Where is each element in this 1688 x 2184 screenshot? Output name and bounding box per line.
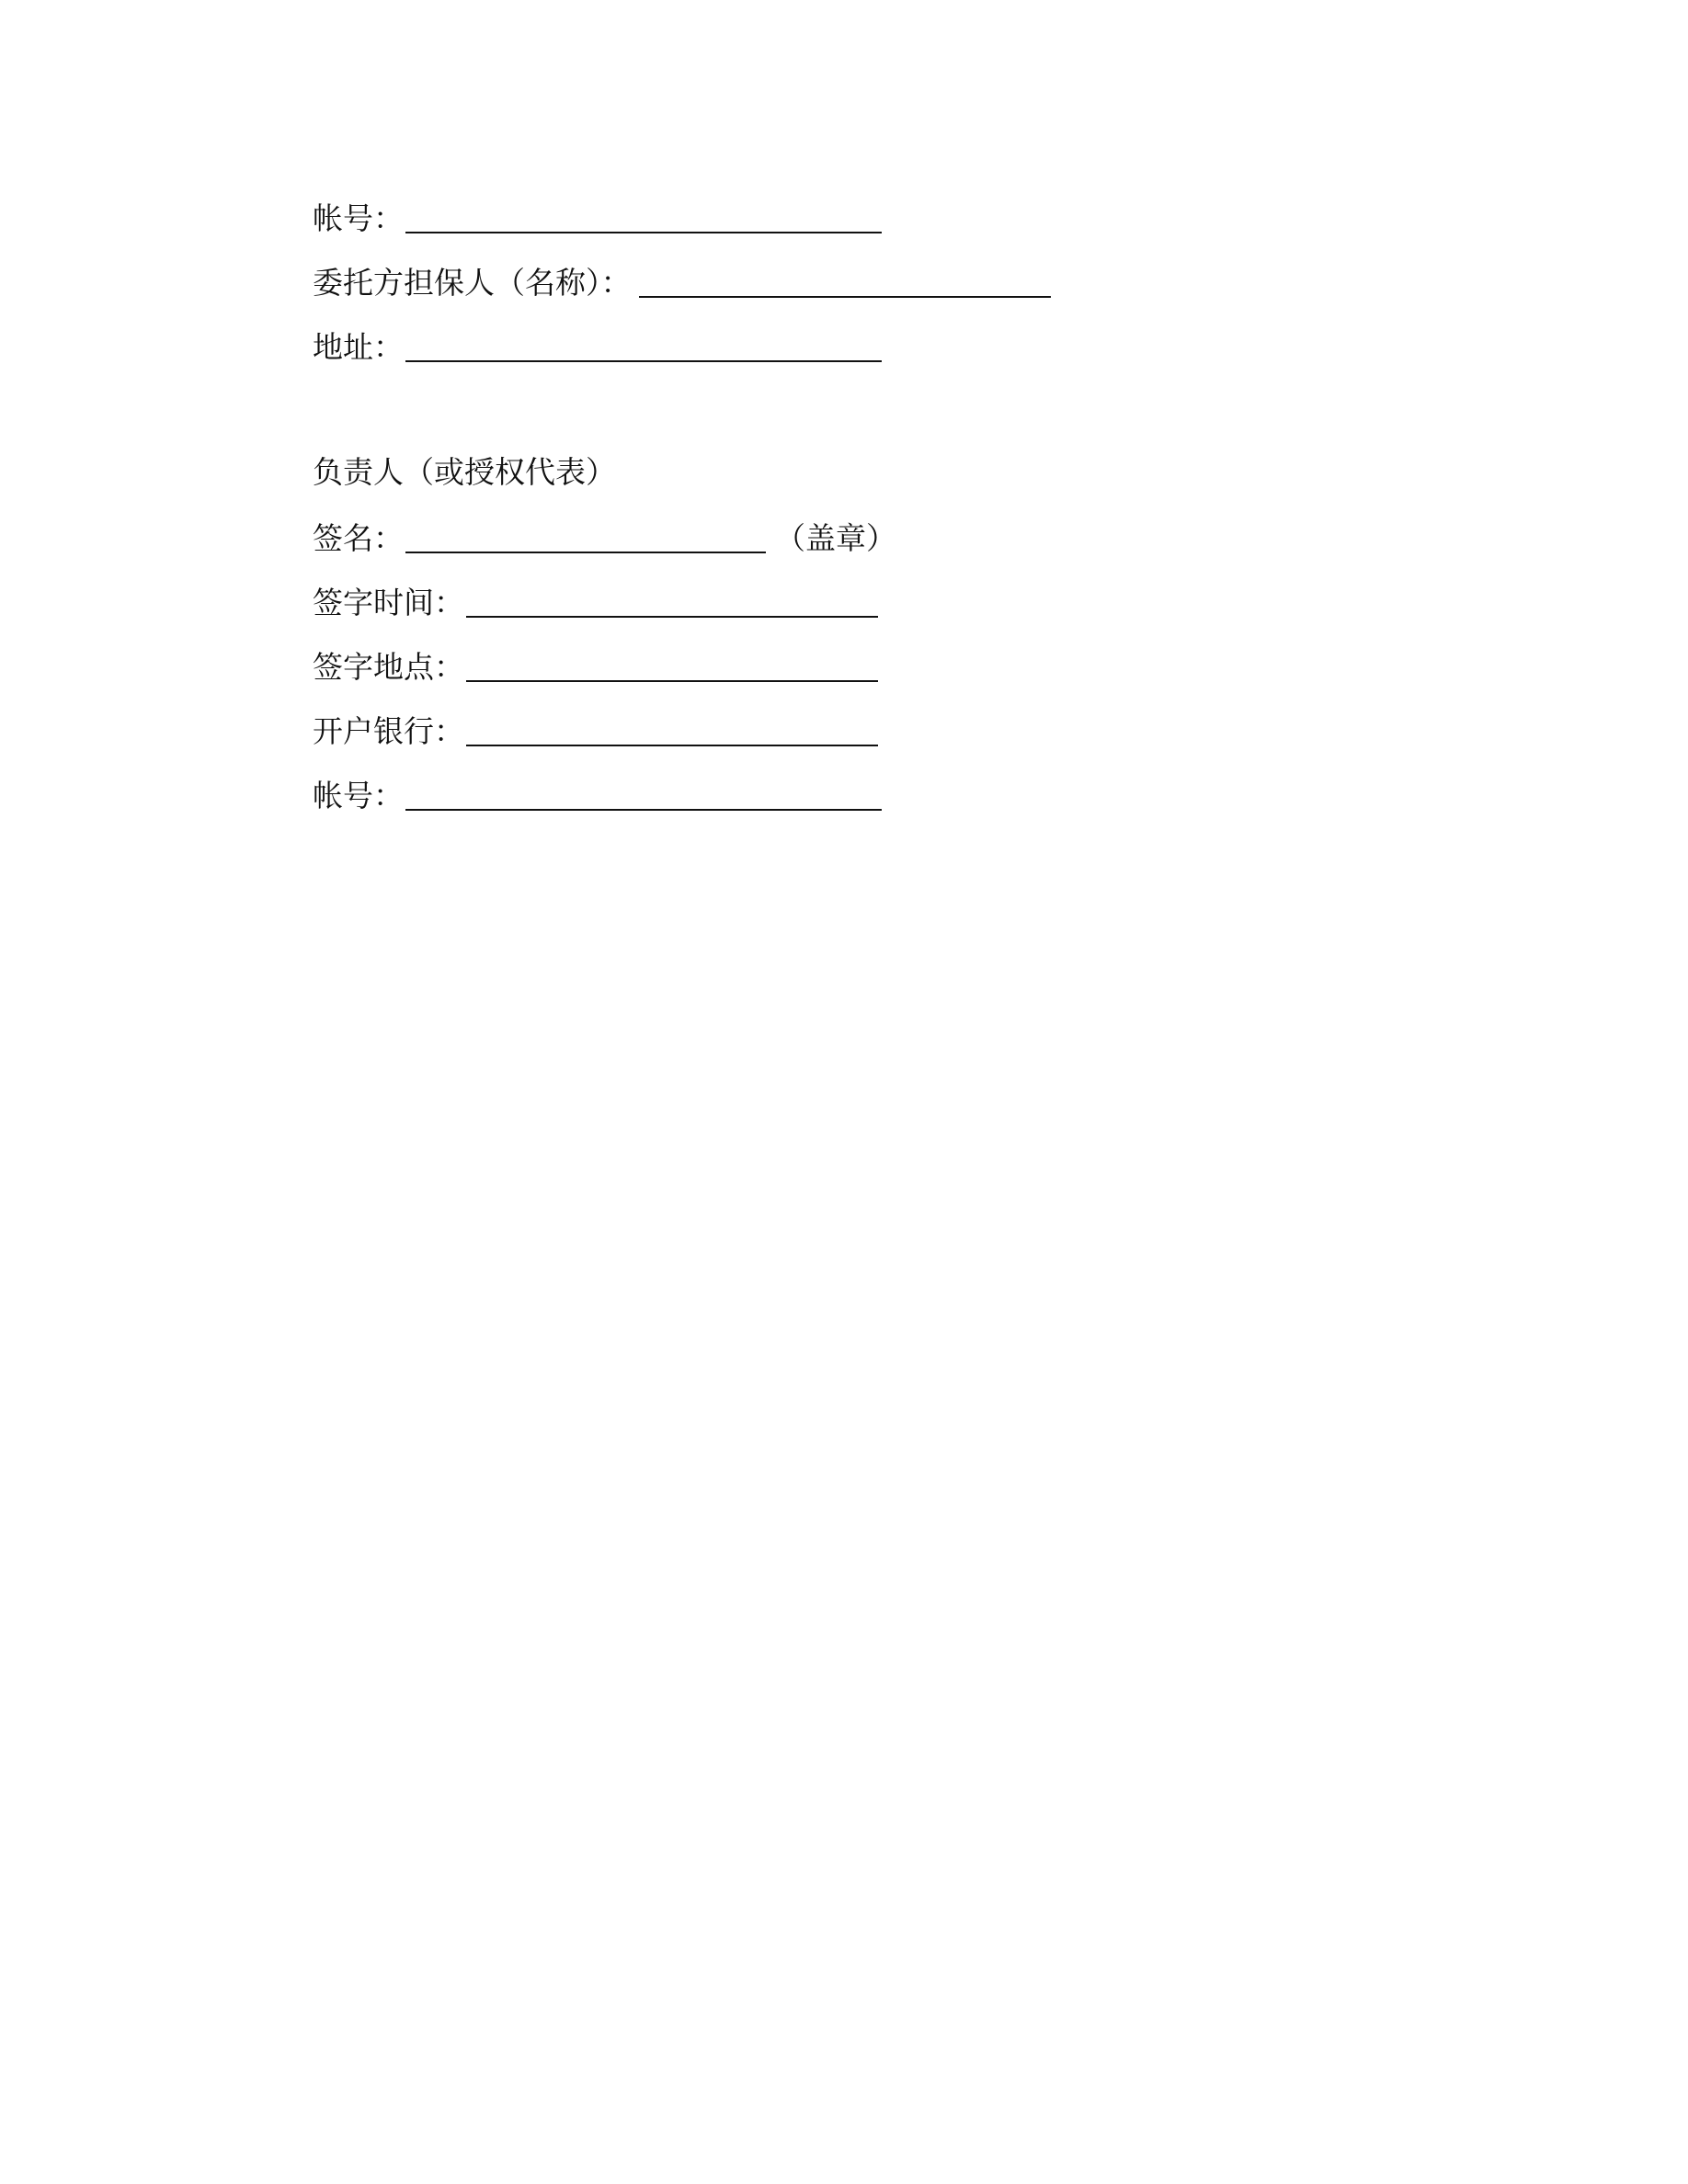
account-blank-line[interactable] (405, 781, 882, 811)
account-field-bottom (313, 772, 882, 814)
field-label: 委托方担保人（名称）： (313, 265, 632, 301)
field-label: 地址： (313, 329, 404, 365)
address-field (313, 324, 882, 366)
field-label: 帐号： (313, 778, 404, 813)
signing-place-field (313, 643, 878, 686)
field-label: 签字时间： (313, 585, 464, 620)
bank-field (313, 708, 878, 750)
signature-field (313, 515, 896, 557)
signing-time-blank-line[interactable] (466, 588, 878, 618)
field-label: 开户银行： (313, 713, 464, 749)
seal-note: （盖章） (775, 520, 896, 556)
account-field-top (313, 195, 882, 237)
guarantor-name-blank-line[interactable] (639, 268, 1051, 298)
signing-place-blank-line[interactable] (466, 653, 878, 682)
field-label: 帐号： (313, 200, 404, 236)
signing-time-field (313, 579, 878, 621)
bank-blank-line[interactable] (466, 717, 878, 746)
signature-blank-line[interactable] (405, 524, 766, 553)
field-label: 签字地点： (313, 649, 464, 685)
account-blank-line[interactable] (405, 204, 882, 233)
representative-heading: 负责人（或授权代表） (313, 454, 616, 490)
guarantor-name-field (313, 259, 1051, 301)
address-blank-line[interactable] (405, 333, 882, 362)
field-label: 签名： (313, 520, 404, 556)
